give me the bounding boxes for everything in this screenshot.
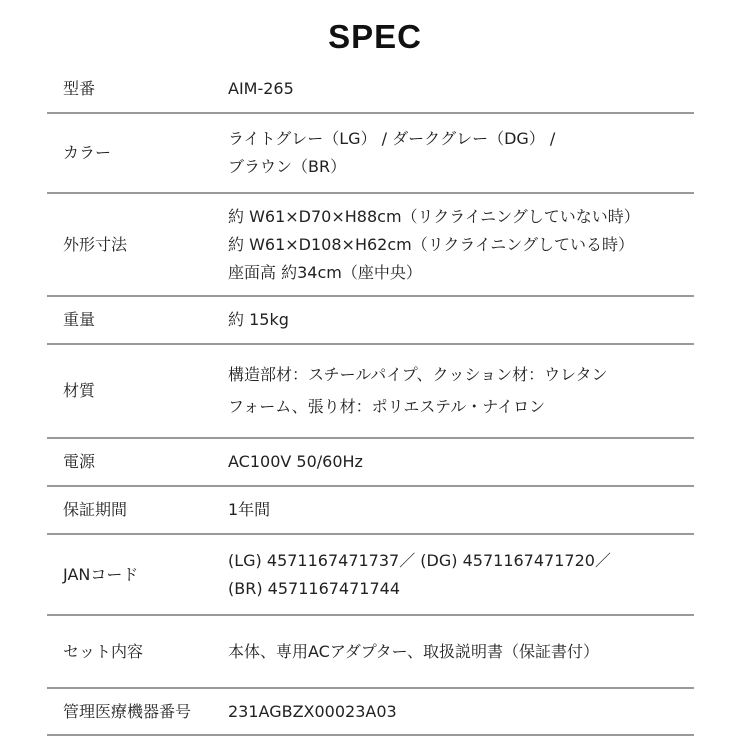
page-title: SPEC [328,18,422,55]
value-line: AIM-265 [228,79,294,98]
row-value [228,203,694,287]
spec-row-jan-code [47,535,694,616]
value-line: 約 15kg [228,310,289,329]
value-line: (LG) 4571167471737／ (DG) 4571167471720／ [228,550,611,570]
row-label: 外形寸法 [63,234,128,254]
value-line: AC100V 50/60Hz [228,452,363,471]
spec-row-package-contents [47,616,694,689]
spec-row-material [47,345,694,439]
value-line: 約 W61×D108×H62cm（リクライニングしている時） [228,234,634,254]
row-label: カラー [63,143,112,162]
spec-row-color [47,114,694,194]
value-line: 座面高 約34cm（座中央） [228,262,422,282]
row-value [228,448,694,476]
row-label: セット内容 [63,641,144,661]
value-line: 1年間 [228,500,271,519]
row-value [228,359,694,423]
row-value [228,75,694,103]
row-value [228,306,694,334]
row-label: 電源 [63,452,96,471]
row-label: 型番 [63,79,96,98]
row-value [228,496,694,524]
spec-row-warranty [47,487,694,535]
value-line: 本体、専用ACアダプター、取扱説明書（保証書付） [228,641,599,661]
row-label: 重量 [63,310,96,329]
value-line: ブラウン（BR） [228,157,347,176]
spec-table [47,66,694,736]
value-line: 約 W61×D70×H88cm（リクライニングしていない時） [228,206,640,226]
row-value [228,125,694,181]
spec-row-medical-device-number [47,689,694,736]
value-line: フォーム、張り材：ポリエステル・ナイロン [228,397,546,416]
value-line: 231AGBZX00023A03 [228,701,397,721]
spec-row-model-number [47,66,694,114]
row-value [228,638,694,666]
value-line: 構造部材：スチールパイプ、クッション材：ウレタン [228,365,608,384]
row-label: 材質 [63,381,96,400]
spec-row-power [47,439,694,487]
spec-row-dimensions [47,194,694,297]
value-line: ライトグレー（LG） / ダークグレー（DG） / [228,129,556,148]
row-value [228,698,694,726]
spec-row-weight [47,297,694,345]
row-label: 管理医療機器番号 [63,701,192,721]
row-label: 保証期間 [63,500,128,519]
row-label: JANコード [63,564,139,584]
row-value [228,547,694,603]
value-line: (BR) 4571167471744 [228,578,400,598]
